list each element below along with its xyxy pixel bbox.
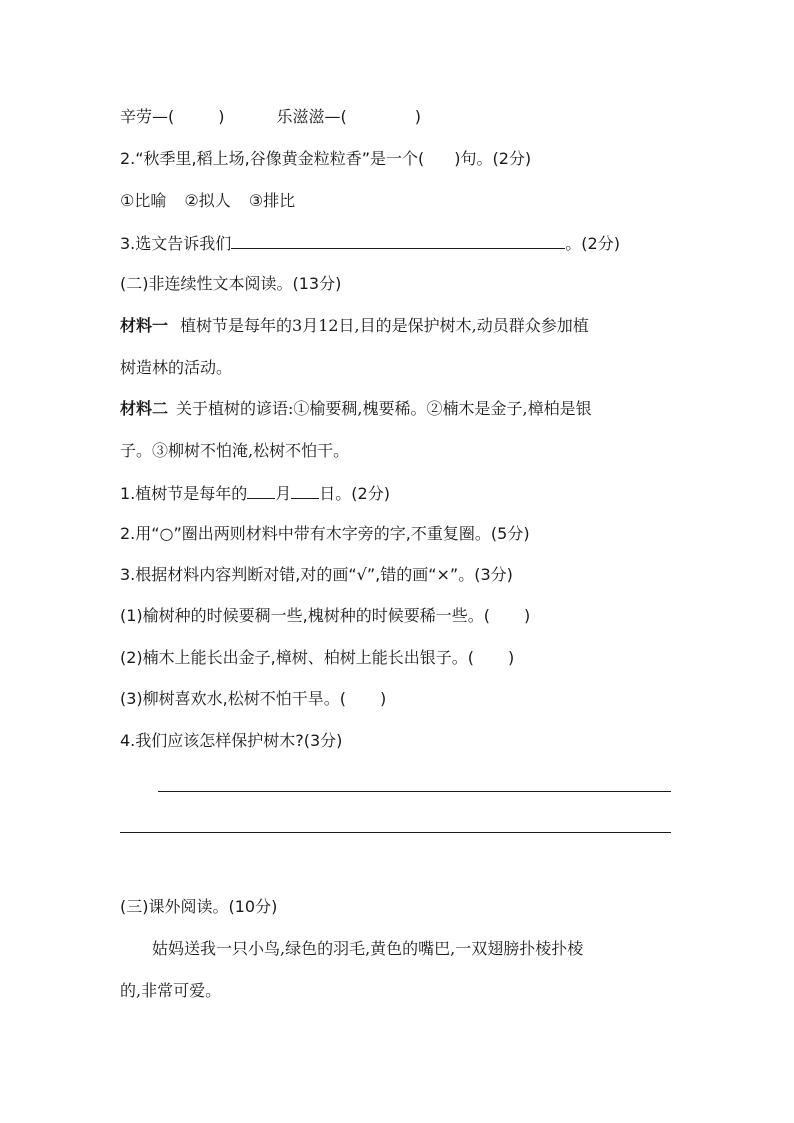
- q3-text-after: 。(2分): [565, 234, 620, 253]
- s2-q3-item-1-text: (1)榆树种的时候要稠一些,槐树种的时候要稀一些。(: [120, 606, 490, 625]
- q1-item-a: 辛劳—(: [120, 107, 175, 126]
- q2-options: [120, 191, 295, 211]
- s2-q3-item-2: [120, 648, 514, 668]
- q1-line: [120, 107, 421, 127]
- s2-q4-answer-line-2[interactable]: [120, 832, 671, 833]
- s2-q4: 4.我们应该怎样保护树木?(3分): [120, 731, 343, 750]
- s2-q1-day-blank[interactable]: [291, 482, 319, 499]
- material2-text1: 关于植树的谚语:①榆要稠,槐要稀。②楠木是金子,樟柏是银: [176, 399, 592, 418]
- section3-para-line1: 姑妈送我一只小鸟,绿色的羽毛,黄色的嘴巴,一双翅膀扑棱扑棱: [152, 939, 584, 958]
- q2-text-before: 2.“秋季里,稻上场,谷像黄金粒粒香”是一个(: [120, 149, 425, 168]
- material2-line1: [120, 399, 592, 419]
- q1-item-a-close: ): [218, 107, 225, 126]
- q3-question: [120, 232, 620, 254]
- q3-text-before: 3.选文告诉我们: [120, 234, 232, 253]
- q1-item-b: 乐滋滋—(: [276, 107, 347, 126]
- s2-q1: [120, 482, 390, 504]
- material2-label: 材料二: [120, 399, 169, 418]
- q3-answer-blank[interactable]: [231, 232, 565, 249]
- s2-q3-item-2-text: (2)楠木上能长出金子,樟树、柏树上能长出银子。(: [120, 648, 474, 667]
- material1-text1: 植树节是每年的3月12日,目的是保护树木,动员群众参加植: [180, 316, 589, 335]
- s2-q2: 2.用“○”圈出两则材料中带有木字旁的字,不重复圈。(5分): [120, 524, 530, 543]
- material2-line2: 子。③柳树不怕淹,松树不怕干。: [120, 441, 350, 460]
- material1-line1: [120, 316, 589, 336]
- s2-q3-item-3: [120, 689, 386, 709]
- section3-para-line2: 的,非常可爱。: [120, 981, 222, 1000]
- s2-q1-mid: 月: [275, 484, 292, 503]
- s2-q1-month-blank[interactable]: [247, 482, 275, 499]
- q1-item-b-close: ): [414, 107, 421, 126]
- material1-line2: 树造林的活动。: [120, 358, 233, 377]
- q2-option-2: ②拟人: [184, 191, 231, 210]
- q2-option-3: ③排比: [248, 191, 296, 210]
- s2-q1-before: 1.植树节是每年的: [120, 484, 248, 503]
- s2-q3-item-1: [120, 606, 530, 626]
- material1-label: 材料一: [120, 316, 169, 335]
- s2-q4-answer-line-1[interactable]: [158, 791, 671, 792]
- s2-q1-after: 日。(2分): [319, 484, 390, 503]
- s2-q3: 3.根据材料内容判断对错,对的画“√”,错的画“×”。(3分): [120, 565, 513, 584]
- s2-q3-item-3-text: (3)柳树喜欢水,松树不怕干旱。(: [120, 689, 346, 708]
- s2-q3-item-2-close: ): [508, 648, 515, 667]
- section3-heading: (三)课外阅读。(10分): [120, 897, 278, 916]
- q2-question: [120, 149, 531, 169]
- q2-option-1: ①比喻: [120, 191, 167, 210]
- s2-q3-item-1-close: ): [524, 606, 531, 625]
- section2-heading: (二)非连续性文本阅读。(13分): [120, 274, 342, 293]
- s2-q3-item-3-close: ): [380, 689, 387, 708]
- q2-text-after: )句。(2分): [454, 149, 532, 168]
